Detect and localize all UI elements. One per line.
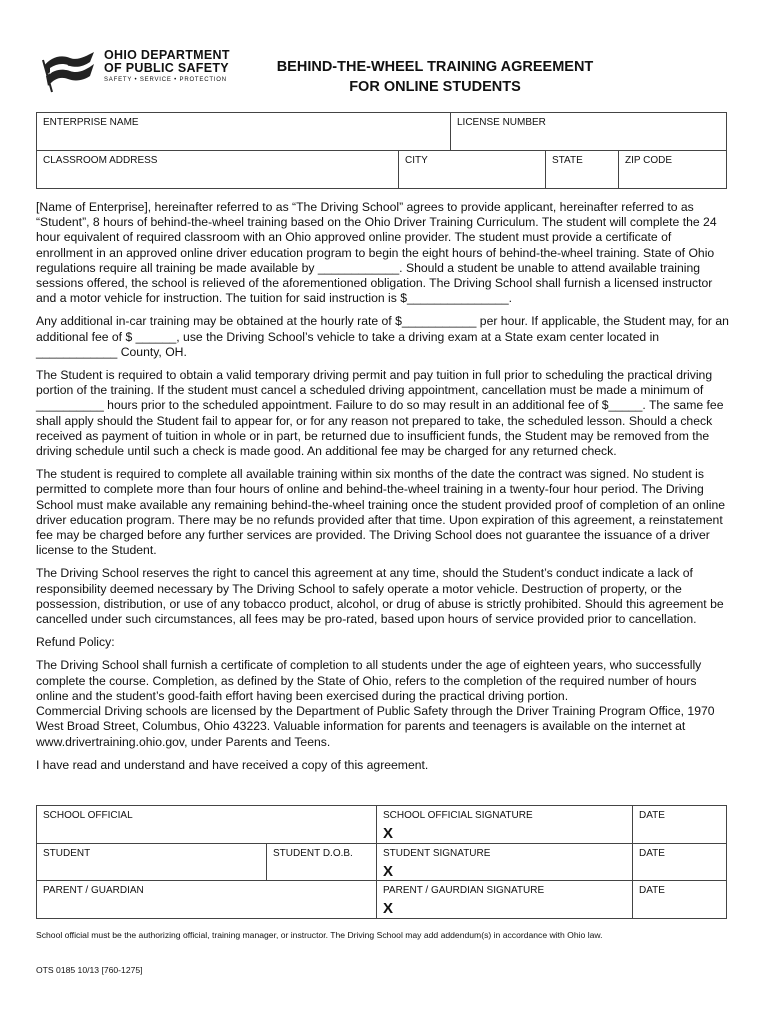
student-signature-label: STUDENT SIGNATURE — [383, 848, 491, 859]
form-number: OTS 0185 10/13 [760-1275] — [36, 965, 143, 975]
date-field-school[interactable] — [633, 806, 726, 844]
classroom-address-label: CLASSROOM ADDRESS — [43, 155, 158, 166]
agency-name-line2: OF PUBLIC SAFETY — [104, 61, 229, 75]
paragraph-additional-training: Any additional in-car training may be obtained at the hourly rate of $___________ per hour. If applicable, the Student may, for an additional fee of $ ______, use the Driving School’s vehicle to take a driving exam at a State exam center located in ____________ County, OH. — [36, 314, 729, 359]
school-official-signature-label: SCHOOL OFFICIAL SIGNATURE — [383, 810, 533, 821]
paragraph-scheduling: The Student is required to obtain a valid temporary driving permit and pay tuition in full prior to scheduling the practical driving portion of the training. If the student must cancel a scheduled driving appointment, cancellation must be made a minimum of __________ hours prior to the scheduled appointment. Failure to do so may result in an additional fee of $_____. The same fee shall apply should the Student fail to appear for, or for any reason not prepared to take, the scheduled lesson. Should a check received as payment of tuition in whole or in part, be returned due to insufficient funds, the Student may be removed from the driving schedule until such a check is made good. An additional fee may be charged for any returned check. — [36, 368, 724, 459]
zip-code-label: ZIP CODE — [625, 155, 673, 166]
student-label: STUDENT — [43, 848, 91, 859]
parent-guardian-label: PARENT / GUARDIAN — [43, 885, 144, 896]
student-dob-label: STUDENT D.O.B. — [273, 848, 353, 859]
student-dob-field[interactable] — [267, 844, 377, 881]
paragraph-completion-time: The student is required to complete all available training within six months of the date the contract was signed. No student is permitted to complete more than four hours of online and behind-the-wheel training in a twenty-four hour period. The Driving School must make available any remaining behind-the-wheel training once the student provided proof of completion of an online driver education program. There may be no refunds provided after that time. Upon expiration of this agreement, a reinstatement fee may be charged before any further services are provided. The Driving School does not guarantee the issuance of a driver license to the Student. — [36, 467, 726, 558]
ohio-dps-logo — [40, 46, 245, 94]
footnote: School official must be the authorizing official, training manager, or instructor. The Driving School may add addendum(s) in accordance with Ohio law. — [36, 930, 603, 940]
license-number-label: LICENSE NUMBER — [457, 117, 546, 128]
form-title — [245, 57, 625, 97]
agency-tagline: SAFETY • SERVICE • PROTECTION — [104, 77, 227, 83]
license-number-field[interactable] — [451, 113, 726, 151]
parent-signature-field[interactable] — [377, 881, 633, 918]
agreement-body — [36, 200, 731, 781]
signature-table — [36, 805, 727, 919]
date-label: DATE — [639, 810, 665, 821]
refund-policy-heading: Refund Policy: — [36, 635, 115, 650]
student-field[interactable] — [37, 844, 267, 881]
signature-x-mark: X — [383, 900, 394, 917]
paragraph-cancellation: The Driving School reserves the right to cancel this agreement at any time, should the Student’s conduct indicate a lack of responsibility deemed necessary by The Driving School to safely operate a motor vehicle. Destruction of property, or the possession, distribution, or use of any tobacco product, alcohol, or drug of abuse is strictly prohibited. Should this agreement be cancelled under such circumstances, all fees may be pro-rated, based upon hours of service provided prior to cancellation. — [36, 566, 724, 627]
parent-signature-label: PARENT / GAURDIAN SIGNATURE — [383, 885, 545, 896]
paragraph-certificate: The Driving School shall furnish a certificate of completion to all students under the age of eighteen years, who successfully complete the course. Completion, as defined by the State of Ohio, refers to the completion of the required number of hours online and the student’s good-faith effort having been exercised during the practical driving portion. — [36, 658, 702, 703]
state-label: STATE — [552, 155, 583, 166]
title-line1: BEHIND-THE-WHEEL TRAINING AGREEMENT — [276, 59, 594, 75]
date-label: DATE — [639, 885, 665, 896]
enterprise-info-table — [36, 112, 727, 189]
school-official-field[interactable] — [37, 806, 377, 844]
date-field-parent[interactable] — [633, 881, 726, 918]
parent-guardian-field[interactable] — [37, 881, 377, 918]
ohio-flag-emblem-icon — [40, 46, 98, 94]
school-official-label: SCHOOL OFFICIAL — [43, 810, 133, 821]
date-field-student[interactable] — [633, 844, 726, 881]
student-signature-field[interactable] — [377, 844, 633, 881]
school-official-signature-field[interactable] — [377, 806, 633, 844]
paragraph-services: [Name of Enterprise], hereinafter referred to as “The Driving School” agrees to provide applicant, hereinafter referred to as “Student”, 8 hours of behind-the-wheel training based on the Ohio Driver Training Curriculum. The student will complete the 24 hour equivalent of required classroom with an Ohio approved online provider. The student must provide a certificate of enrollment in an approved online driver education program to begin the eight hours of behind-the-wheel training. State of Ohio regulations require all training be made available by ____________. Should a student be unable to attend available training sessions offered, the school is relieved of the aforementioned obligation. The Driving School shall furnish a licensed instructor and a motor vehicle for instruction. The tuition for said instruction is $_______________. — [36, 200, 717, 306]
agency-name-line1: OHIO DEPARTMENT — [104, 48, 230, 62]
enterprise-name-label: ENTERPRISE NAME — [43, 117, 139, 128]
title-line2: FOR ONLINE STUDENTS — [349, 79, 521, 95]
date-label: DATE — [639, 848, 665, 859]
paragraph-acknowledgement: I have read and understand and have received a copy of this agreement. — [36, 757, 429, 772]
city-field[interactable] — [399, 151, 546, 188]
city-label: CITY — [405, 155, 428, 166]
signature-x-mark: X — [383, 825, 394, 842]
paragraph-licensing: Commercial Driving schools are licensed by the Department of Public Safety through the Driver Training Program Office, 1970 West Broad Street, Columbus, Ohio 43223. Valuable information for parents and teenagers is available on the internet at www.drivertraining.ohio.gov, under Parents and Teens. — [36, 704, 715, 749]
classroom-address-field[interactable] — [37, 151, 399, 188]
state-field[interactable] — [546, 151, 619, 188]
zip-code-field[interactable] — [619, 151, 726, 188]
enterprise-name-field[interactable] — [37, 113, 451, 151]
signature-x-mark: X — [383, 863, 394, 880]
